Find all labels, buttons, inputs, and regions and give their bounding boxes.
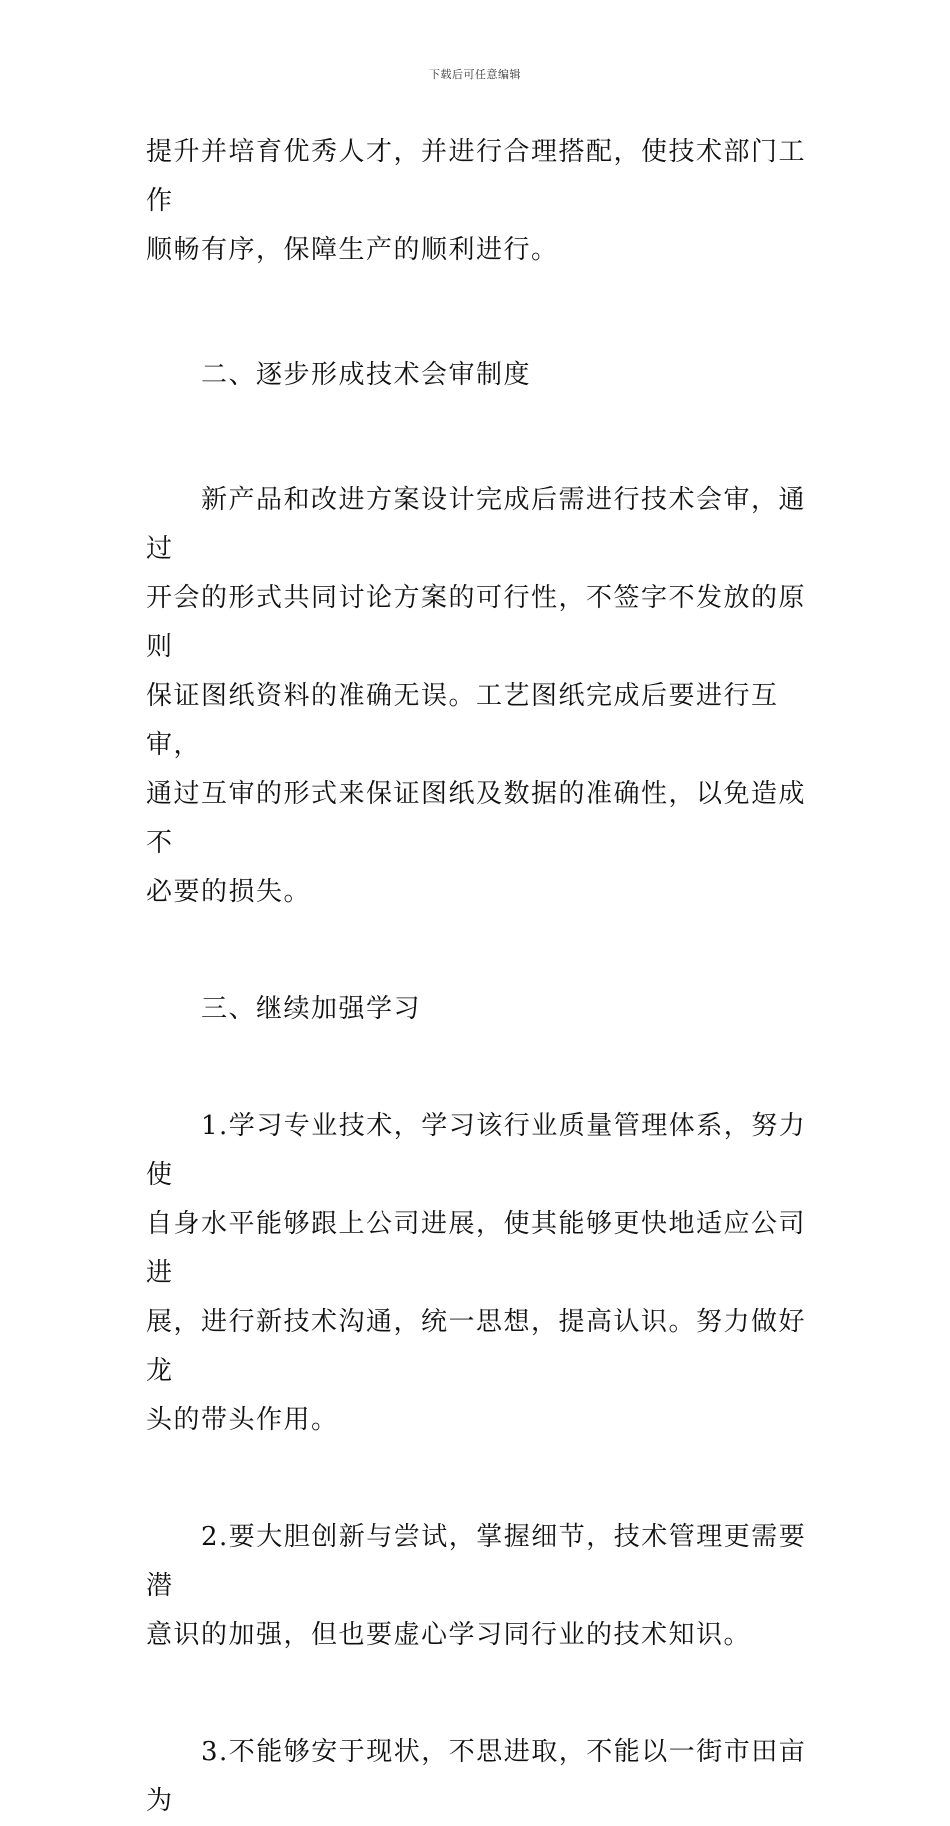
paragraph-line: 展，进行新技术沟通，统一思想，提高认识。努力做好龙 — [146, 1307, 807, 1386]
paragraph-gap — [146, 275, 810, 351]
section-heading: 二、逐步形成技术会审制度 — [146, 360, 532, 390]
paragraph-gap — [146, 400, 810, 476]
paragraph-line: 头的带头作用。 — [146, 1405, 339, 1435]
paragraph-line: 新产品和改进方案设计完成后需进行技术会审，通过 — [146, 485, 807, 564]
paragraph-gap — [146, 1445, 810, 1513]
paragraph-line: 自身水平能够跟上公司进展，使其能够更快地适应公司进 — [146, 1209, 807, 1288]
paragraph-line: 开会的形式共同讨论方案的可行性，不签字不发放的原则 — [146, 583, 807, 662]
paragraph-line: 3.不能够安于现状，不思进取，不能以一街市田亩为 — [146, 1737, 807, 1816]
paragraph-gap — [146, 917, 810, 985]
paragraph-line: 必要的损失。 — [146, 877, 312, 907]
page-header: 下载后可任意编辑 — [429, 68, 521, 81]
paragraph-gap — [146, 1034, 810, 1102]
paragraph-line: 2.要大胆创新与尝试，掌握细节，技术管理更需要潜 — [146, 1522, 807, 1601]
paragraph-line: 提升并培育优秀人才，并进行合理搭配，使技术部门工作 — [146, 137, 807, 216]
section-heading: 三、继续加强学习 — [146, 994, 422, 1024]
paragraph-line: 意识的加强，但也要虚心学习同行业的技术知识。 — [146, 1620, 752, 1650]
paragraph-line: 保证图纸资料的准确无误。工艺图纸完成后要进行互审， — [146, 681, 779, 760]
paragraph-line: 1.学习专业技术，学习该行业质量管理体系，努力使 — [146, 1111, 807, 1190]
paragraph-line: 通过互审的形式来保证图纸及数据的准确性，以免造成不 — [146, 779, 807, 858]
paragraph-gap — [146, 1660, 810, 1728]
paragraph-line: 顺畅有序，保障生产的顺利进行。 — [146, 235, 559, 265]
document-body — [146, 128, 810, 1826]
